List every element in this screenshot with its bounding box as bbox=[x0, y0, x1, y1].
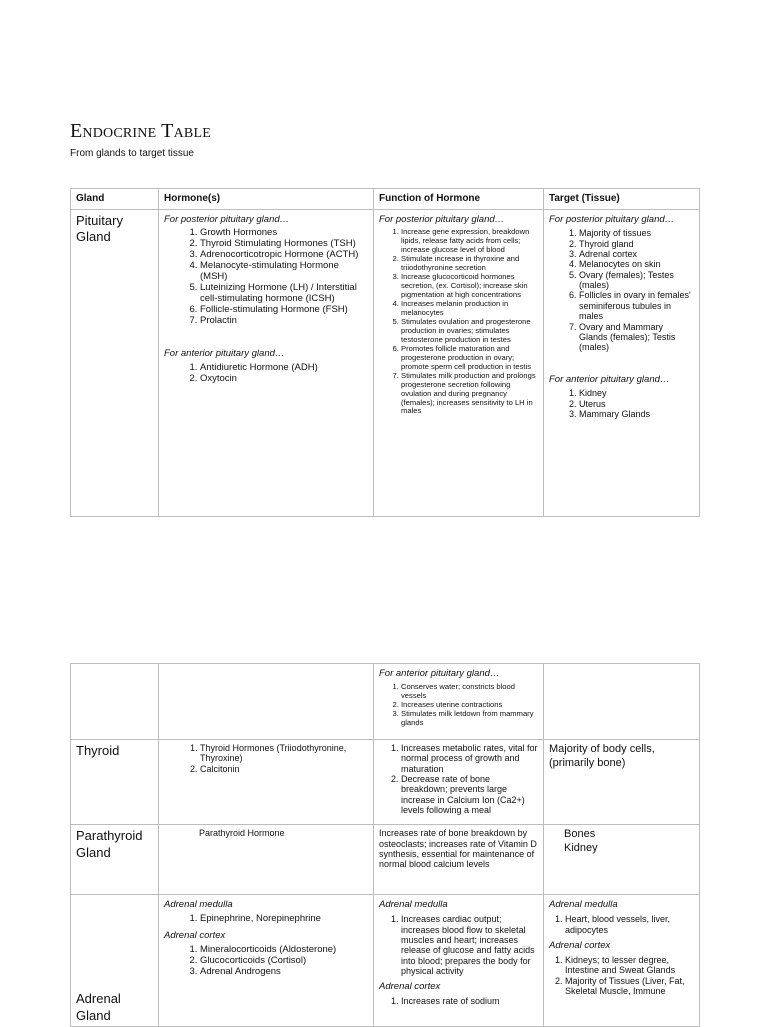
list-item: 1. Increases cardiac output; increases blood flow to skeletal muscles and heart; increases release of glucose and fatty acids into blood; prepares the body for physical activity bbox=[401, 914, 538, 976]
gland-pituitary: Pituitary Gland bbox=[71, 209, 159, 516]
list-item: 1. Heart, blood vessels, liver, adipocytes bbox=[565, 914, 694, 935]
header-hormones: Hormone(s) bbox=[159, 189, 374, 210]
posterior-label: For posterior pituitary gland… bbox=[379, 213, 505, 225]
target-kidney: Kidney bbox=[564, 842, 598, 855]
list-item: 3. Increase glucocorticoid hormones secretion, (ex. Cortisol); increase skin pigmentation at high concentrations bbox=[401, 273, 538, 300]
table-row-pituitary bbox=[71, 209, 700, 516]
function-list-medulla bbox=[379, 914, 538, 976]
list-item: 2. Oxytocin bbox=[200, 374, 368, 385]
table-row-pituitary-continued bbox=[71, 664, 700, 740]
table-row-parathyroid bbox=[71, 825, 700, 895]
functions-adrenal bbox=[374, 895, 544, 1027]
hormone-list-medulla bbox=[164, 914, 368, 925]
hormone-list-cortex bbox=[164, 945, 368, 978]
list-item: 6. Follicles in ovary in females' seminiferous tubules in males bbox=[579, 290, 694, 321]
list-item: 2. Stimulate increase in thyroxine and triiodothyronine secretion bbox=[401, 255, 538, 273]
table-row-adrenal bbox=[71, 895, 700, 1027]
header-target: Target (Tissue) bbox=[544, 189, 700, 210]
table-row-thyroid bbox=[71, 740, 700, 825]
header-gland: Gland bbox=[71, 189, 159, 210]
targets-adrenal bbox=[544, 895, 700, 1027]
posterior-label: For posterior pituitary gland… bbox=[549, 213, 675, 225]
list-item: 7. Ovary and Mammary Glands (females); Testis (males) bbox=[579, 322, 694, 353]
list-item: 1. Majority of tissues bbox=[579, 228, 694, 238]
list-item: 2. Uterus bbox=[579, 399, 694, 409]
list-item: 3. Adrenocorticotropic Hormone (ACTH) bbox=[200, 250, 368, 261]
function-list-cortex bbox=[379, 996, 538, 1006]
targets-parathyroid bbox=[544, 825, 700, 895]
posterior-label: For posterior pituitary gland… bbox=[164, 213, 290, 225]
list-item: 5. Luteinizing Hormone (LH) / Interstitial cell-stimulating hormone (ICSH) bbox=[200, 283, 368, 305]
anterior-label: For anterior pituitary gland… bbox=[549, 373, 670, 385]
cortex-label: Adrenal cortex bbox=[164, 930, 226, 942]
gland-thyroid: Thyroid bbox=[71, 740, 159, 825]
medulla-label: Adrenal medulla bbox=[379, 899, 448, 911]
gland-adrenal: Adrenal Gland bbox=[71, 895, 159, 1027]
list-item: 3. Stimulates milk letdown from mammary glands bbox=[401, 710, 538, 728]
target-bones: Bones bbox=[564, 828, 596, 841]
hormone-parathyroid bbox=[159, 825, 374, 895]
list-item: 4. Melanocytes on skin bbox=[579, 259, 694, 269]
list-item: 1. Antidiuretic Hormone (ADH) bbox=[200, 363, 368, 374]
cortex-label: Adrenal cortex bbox=[379, 981, 441, 993]
list-item: 5. Stimulates ovulation and progesterone production in ovaries; stimulates testosterone production in testes bbox=[401, 318, 538, 345]
gland-empty bbox=[71, 664, 159, 740]
list-item: 3. Adrenal Androgens bbox=[200, 967, 368, 978]
list-item: 7. Prolactin bbox=[200, 316, 368, 327]
list-item: 4. Increases melanin production in melanocytes bbox=[401, 300, 538, 318]
hormones-thyroid bbox=[159, 740, 374, 825]
functions-thyroid bbox=[374, 740, 544, 825]
list-item: 7. Stimulates milk production and prolongs progesterone secretion following ovulation and during pregnancy (females); increases sensitivity to LH in males bbox=[401, 372, 538, 417]
list-item: 1. Conserves water; constricts blood vessels bbox=[401, 683, 538, 701]
function-list-thyroid bbox=[379, 743, 538, 815]
function-parathyroid: Increases rate of bone breakdown by osteoclasts; increases rate of Vitamin D synthesis, essential for maintenance of normal blood calcium levels bbox=[374, 825, 544, 895]
document-subtitle: From glands to target tissue bbox=[70, 148, 194, 159]
list-item: 1. Kidneys; to lesser degree, Intestine and Sweat Glands bbox=[565, 955, 694, 976]
list-item: 3. Mammary Glands bbox=[579, 409, 694, 419]
target-list-medulla bbox=[549, 914, 694, 935]
list-item: 4. Melanocyte-stimulating Hormone (MSH) bbox=[200, 261, 368, 283]
list-item: 1. Mineralocorticoids (Aldosterone) bbox=[200, 945, 368, 956]
targets-empty bbox=[544, 664, 700, 740]
functions-pituitary bbox=[374, 209, 544, 516]
list-item: 2. Majority of Tissues (Liver, Fat, Skeletal Muscle, Immune bbox=[565, 976, 694, 997]
list-item: 2. Calcitonin bbox=[200, 764, 368, 774]
list-item: 2. Decrease rate of bone breakdown; prevents large increase in Calcium Ion (Ca2+) levels following a meal bbox=[401, 774, 538, 815]
endocrine-table-page1 bbox=[70, 188, 700, 517]
hormones-empty bbox=[159, 664, 374, 740]
hormones-adrenal bbox=[159, 895, 374, 1027]
list-item: 1. Increases rate of sodium bbox=[401, 996, 538, 1006]
target-list-posterior bbox=[549, 228, 694, 352]
header-function: Function of Hormone bbox=[374, 189, 544, 210]
hormone-list-posterior bbox=[164, 228, 368, 326]
list-item: 1. Epinephrine, Norepinephrine bbox=[200, 914, 368, 925]
list-item: 6. Promotes follicle maturation and progesterone production in ovary; promote sperm cell production in testis bbox=[401, 345, 538, 372]
functions-anterior-continued bbox=[374, 664, 544, 740]
list-item: 2. Thyroid gland bbox=[579, 239, 694, 249]
anterior-label: For anterior pituitary gland… bbox=[164, 347, 285, 359]
list-item: 1. Growth Hormones bbox=[200, 228, 368, 239]
list-item: 1. Kidney bbox=[579, 388, 694, 398]
target-list-cortex bbox=[549, 955, 694, 996]
target-list-anterior bbox=[549, 388, 694, 419]
hormone-list-anterior bbox=[164, 363, 368, 385]
list-item: 1. Increases metabolic rates, vital for normal process of growth and maturation bbox=[401, 743, 538, 774]
hormone-list-thyroid bbox=[164, 743, 368, 774]
target-thyroid: Majority of body cells, (primarily bone) bbox=[544, 740, 700, 825]
hormones-pituitary bbox=[159, 209, 374, 516]
list-item: 2. Glucocorticoids (Cortisol) bbox=[200, 956, 368, 967]
cortex-label: Adrenal cortex bbox=[549, 940, 611, 952]
anterior-label: For anterior pituitary gland… bbox=[379, 668, 500, 679]
targets-pituitary bbox=[544, 209, 700, 516]
list-item: 1. Increase gene expression, breakdown lipids, release fatty acids from cells; increase glucose level of blood bbox=[401, 228, 538, 255]
medulla-label: Adrenal medulla bbox=[549, 899, 618, 911]
header-row bbox=[71, 189, 700, 210]
list-item: 6. Follicle-stimulating Hormone (FSH) bbox=[200, 305, 368, 316]
function-list-posterior bbox=[379, 228, 538, 416]
document-title: Endocrine Table bbox=[70, 120, 211, 142]
list-item: 5. Ovary (females); Testes (males) bbox=[579, 270, 694, 291]
function-list-anterior bbox=[379, 683, 538, 728]
hormone-parathyroid-text: Parathyroid Hormone bbox=[199, 828, 285, 839]
list-item: 2. Increases uterine contractions bbox=[401, 701, 538, 710]
list-item: 3. Adrenal cortex bbox=[579, 249, 694, 259]
endocrine-table-page2 bbox=[70, 663, 700, 1027]
gland-parathyroid: Parathyroid Gland bbox=[71, 825, 159, 895]
list-item: 1. Thyroid Hormones (Triiodothyronine, Thyroxine) bbox=[200, 743, 368, 764]
medulla-label: Adrenal medulla bbox=[164, 899, 233, 911]
list-item: 2. Thyroid Stimulating Hormones (TSH) bbox=[200, 239, 368, 250]
